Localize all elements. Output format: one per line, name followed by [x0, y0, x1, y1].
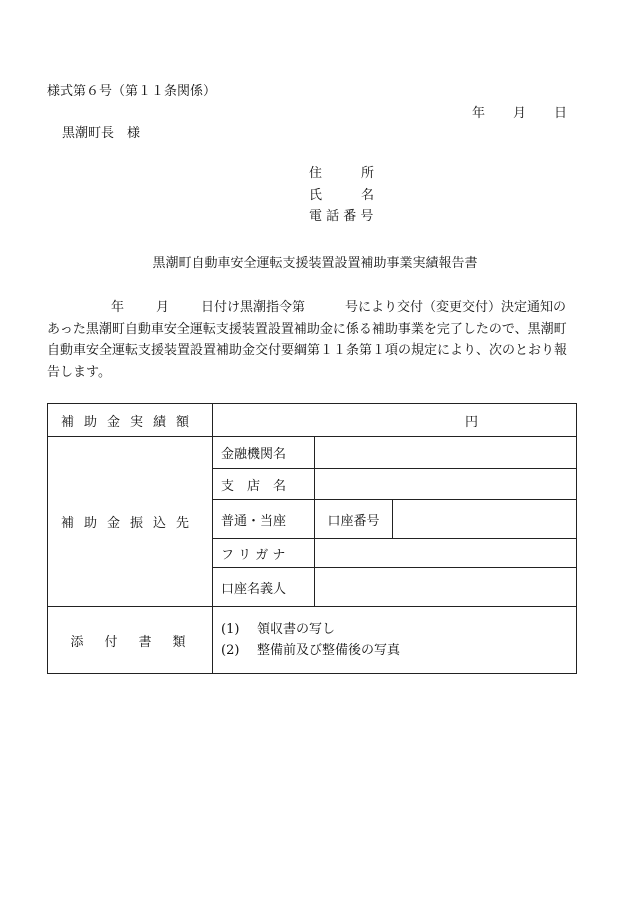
report-date	[472, 102, 567, 121]
holder-field[interactable]	[315, 568, 577, 607]
body-year: 年	[111, 300, 125, 315]
branch-label: 支 店 名	[213, 469, 315, 500]
body-date-prefix: 日付け黒潮指令第	[201, 300, 306, 315]
attachment-number: (1)	[221, 622, 240, 637]
amount-field[interactable]	[213, 404, 577, 437]
attachment-item	[221, 619, 568, 640]
date-month: 月	[513, 106, 527, 121]
bank-field[interactable]	[315, 437, 577, 469]
bank-label: 金融機関名	[213, 437, 315, 469]
transfer-label: 補助金振込先	[48, 437, 213, 607]
date-year: 年	[472, 106, 486, 121]
date-day: 日	[554, 106, 568, 121]
amount-label: 補助金実績額	[48, 404, 213, 437]
attachment-text: 整備前及び整備後の写真	[257, 643, 401, 658]
applicant-address-label: 住 所	[309, 166, 375, 181]
applicant-phone-label: 電 話 番 号	[309, 209, 374, 224]
applicant-block	[309, 163, 374, 228]
addressee: 黒潮町長 様	[62, 126, 141, 141]
body-month: 月	[156, 300, 170, 315]
attachment-text: 領収書の写し	[257, 622, 336, 637]
holder-label: 口座名義人	[213, 568, 315, 607]
amount-unit: 円	[465, 414, 479, 430]
attachments-list	[213, 607, 577, 674]
furigana-field[interactable]	[315, 539, 577, 568]
applicant-name-label: 氏 名	[309, 187, 375, 203]
attachment-item	[221, 640, 568, 661]
branch-field[interactable]	[315, 469, 577, 500]
report-body	[47, 297, 577, 383]
account-number-field[interactable]	[393, 500, 577, 539]
form-number: 様式第６号（第１１条関係）	[47, 84, 217, 99]
document-title: 黒潮町自動車安全運転支援装置設置補助事業実績報告書	[152, 256, 478, 271]
account-number-label: 口座番号	[315, 500, 393, 539]
account-type-label: 普通・当座	[213, 500, 315, 539]
report-table	[47, 403, 577, 674]
furigana-label: フ リ ガ ナ	[213, 539, 315, 568]
attachment-number: (2)	[221, 643, 240, 658]
attachments-label: 添 付 書 類	[48, 607, 213, 674]
body-remainder: 号により交付（変更交付）決定通知のあった黒潮町自動車安全運転支援装置設置補助金に係る補助事業を完了したので、黒潮町自動車安全運転支援装置設置補助金交付要綱第１１条第１項の規定により、次のとおり報告します。	[47, 300, 568, 380]
